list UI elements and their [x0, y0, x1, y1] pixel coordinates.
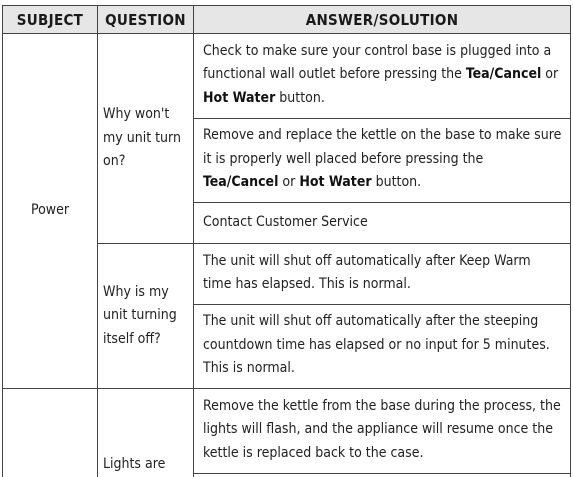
question-unit-turning-off: Why is my unit turning itself off? [98, 244, 194, 389]
answer-continued [194, 474, 571, 477]
answer-check-outlet [194, 34, 571, 119]
answer-text: or [278, 174, 300, 191]
answer-text: Check to make sure your control base is plugged into a functional wall outlet before pressing the [203, 42, 552, 83]
header-answer: ANSWER/SOLUTION [194, 6, 571, 34]
header-question: QUESTION [98, 6, 194, 34]
header-subject: SUBJECT [3, 6, 98, 34]
answer-remove-kettle: Remove the kettle from the base during the process, the lights will flash, and the appliance will resume once the kettle is replaced back to the case. [194, 389, 571, 474]
tea-cancel-label: Tea/Cancel [465, 66, 542, 83]
answer-text: button. [371, 174, 422, 191]
answer-text: button. [275, 89, 325, 106]
answer-keep-warm: The unit will shut off automatically after Keep Warm time has elapsed. This is normal. [194, 244, 571, 305]
tea-cancel-label: Tea/Cancel [203, 174, 279, 191]
table-header-row [3, 6, 571, 34]
hot-water-label: Hot Water [299, 174, 372, 191]
answer-text: Remove and replace the kettle on the base to make sure it is properly well placed before pressing the [203, 127, 562, 167]
troubleshooting-table [2, 5, 571, 477]
table-row [3, 34, 571, 119]
table-row [3, 389, 571, 474]
subject-next [3, 389, 98, 477]
answer-text: or [541, 66, 559, 83]
question-unit-wont-turn-on: Why won't my unit turn on? [98, 34, 194, 244]
hot-water-label: Hot Water [203, 89, 276, 106]
answer-contact-service: Contact Customer Service [194, 203, 571, 244]
question-lights: Lights are [98, 389, 194, 477]
answer-replace-kettle [194, 119, 571, 203]
answer-steeping-countdown: The unit will shut off automatically after the steeping countdown time has elapsed or no input for 5 minutes. This is normal. [194, 305, 571, 389]
troubleshooting-page [2, 5, 571, 477]
subject-power: Power [3, 34, 98, 389]
